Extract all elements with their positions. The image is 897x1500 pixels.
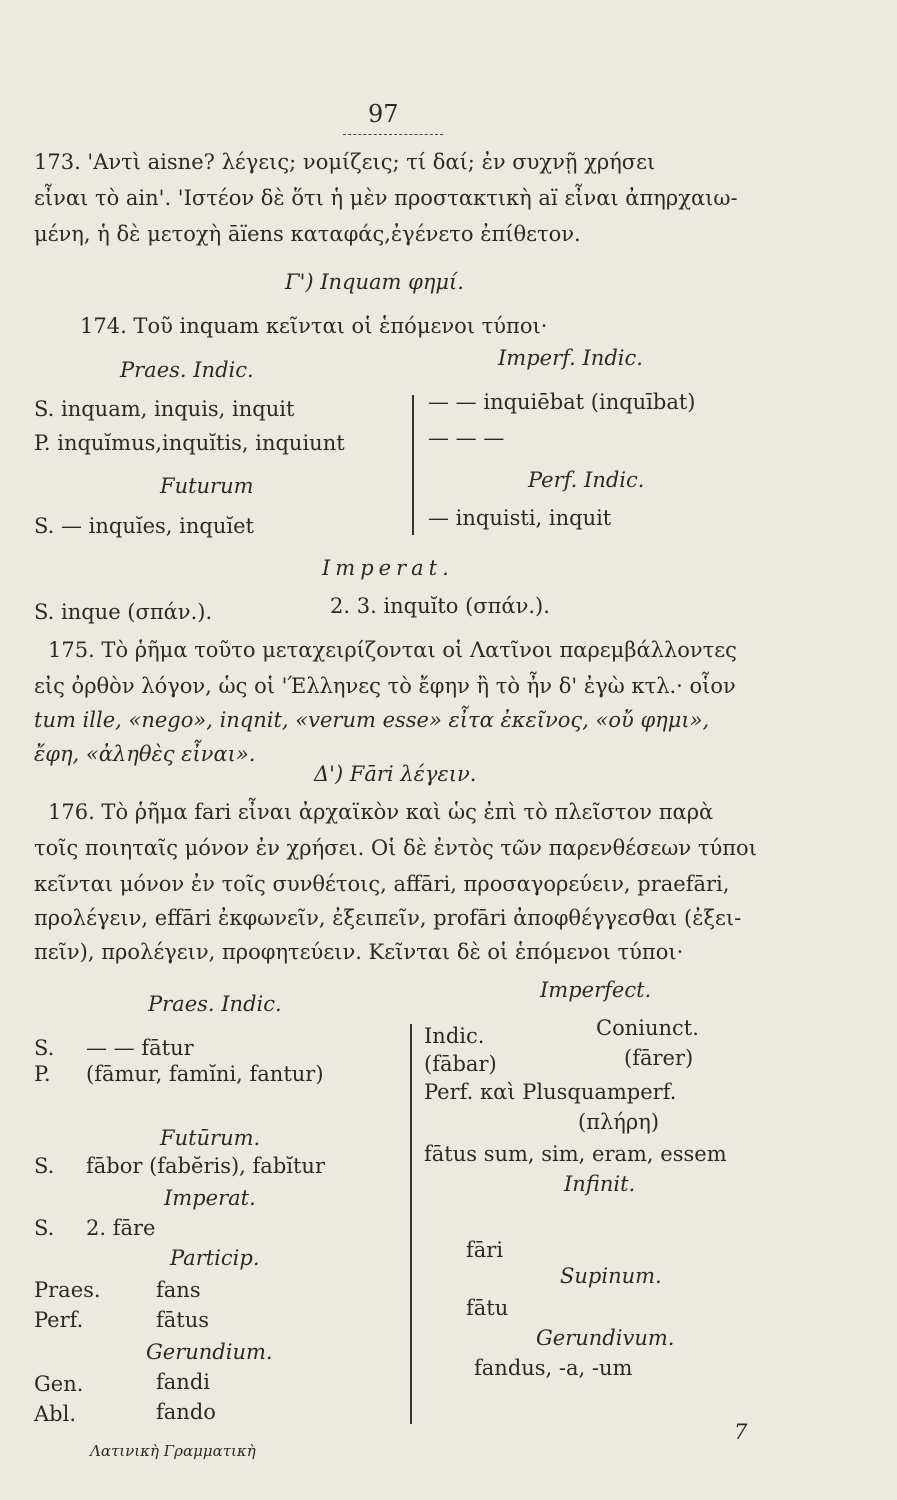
s174-p-row: P. inquĭmus,inquĭtis, inquiunt [34, 431, 345, 455]
s173-line1: 173. 'Αντὶ aisne? λέγεις; νομίζεις; τί δαί; ἐν συχνῇ χρήσει [34, 150, 656, 174]
s175-line1: 175. Τὸ ῥῆμα τοῦτο μεταχειρίζονται οἱ Λατῖνοι παρεμβάλλοντες [48, 638, 737, 662]
right-imperfect-head: Imperfect. [540, 978, 652, 1002]
right-infinit-head: Infinit. [564, 1172, 636, 1196]
heading-gamma: Γ') Inquam φημί. [285, 270, 464, 294]
printer-signature: Λατινικὴ Γραμματικὴ [90, 1442, 256, 1460]
s174-s-row: S. inquam, inquis, inquit [34, 397, 295, 421]
left-gen-label: Gen. [34, 1372, 84, 1396]
page-number: 97 [368, 100, 399, 128]
s175-line3: tum ille, «nego», inqnit, «verum esse» εἶτα ἐκεῖνος, «οὔ φημι», [34, 708, 710, 732]
left-fut-label: S. [34, 1154, 55, 1178]
s174-imperf-head: Imperf. Indic. [498, 346, 643, 370]
s174-imperf-p: — — — [428, 426, 505, 450]
left-futurum-head: Futūrum. [160, 1126, 261, 1150]
left-p-value: (fāmur, famĭni, fantur) [86, 1062, 324, 1086]
s174-perf-head: Perf. Indic. [528, 468, 645, 492]
s174-column-divider [412, 395, 414, 535]
left-abl-label: Abl. [34, 1402, 76, 1426]
left-gerund-head: Gerundium. [146, 1340, 273, 1364]
left-s-label: S. [34, 1036, 55, 1060]
right-indic: Indic. [424, 1024, 485, 1048]
s176-line3: κεῖνται μόνον ἐν τοῖς συνθέτοις, affāri, προσαγορεύειν, praefāri, [34, 872, 730, 896]
s174-fut-row: S. — inquĭes, inquĭet [34, 514, 254, 538]
right-coniunct: Coniunct. [596, 1016, 699, 1040]
s174-praes-head: Praes. Indic. [120, 358, 254, 382]
right-perf-plusq: Perf. καὶ Plusquamperf. [424, 1080, 677, 1104]
left-fut-value: fābor (fabĕris), fabĭtur [86, 1154, 325, 1178]
right-fandus: fandus, -a, -um [474, 1356, 633, 1380]
right-fari: fāri [466, 1238, 504, 1262]
left-abl-value: fando [156, 1400, 216, 1424]
table-column-divider [410, 1024, 412, 1424]
s173-line2: εἶναι τὸ ain'. 'Ιστέον δὲ ὅτι ἡ μὲν προστακτικὴ aï εἶναι ἀπηρχαιω- [34, 186, 738, 210]
s174-imperf-s: — — inquiēbat (inquībat) [428, 390, 696, 414]
left-gen-value: fandi [156, 1370, 210, 1394]
page-number-rule [343, 134, 443, 135]
left-imp-value: 2. fāre [86, 1216, 156, 1240]
right-plere: (πλήρη) [578, 1110, 660, 1134]
left-perf-label: Perf. [34, 1308, 84, 1332]
right-farer: (fārer) [624, 1046, 694, 1070]
left-imp-label: S. [34, 1216, 55, 1240]
s176-line1: 176. Τὸ ῥῆμα fari εἶναι ἀρχαϊκὸν καὶ ὡς ἐπὶ τὸ πλεῖστον παρὰ [48, 800, 714, 824]
left-imperat-head: Imperat. [164, 1186, 256, 1210]
s175-line2: εἰς ὀρθὸν λόγον, ὡς οἱ 'Έλληνες τὸ ἔφην ἢ τὸ ἦν δ' ἐγὼ κτλ.· οἷον [34, 674, 736, 698]
left-s-value: — — fātur [86, 1036, 194, 1060]
sheet-number: 7 [734, 1420, 748, 1444]
right-gerundivum-head: Gerundivum. [536, 1326, 675, 1350]
left-praes-label: Praes. [34, 1278, 101, 1302]
s173-line3: μένη, ἡ δὲ μετοχὴ āïens καταφάς,ἐγένετο ἐπίθετον. [34, 222, 581, 246]
left-praes-head: Praes. Indic. [148, 992, 282, 1016]
right-supinum-head: Supinum. [560, 1264, 662, 1288]
s174-imperat-s: S. inque (σπάν.). [34, 600, 213, 624]
left-p-label: P. [34, 1062, 51, 1086]
s174-intro: 174. Τοῦ inquam κεῖνται οἱ ἑπόμενοι τύποι· [80, 314, 548, 338]
left-praes-value: fans [156, 1278, 201, 1302]
right-fatu: fātu [466, 1296, 509, 1320]
left-particip-head: Particip. [170, 1246, 260, 1270]
s175-line4: ἔφη, «ἀληθὲς εἶναι». [34, 742, 256, 766]
right-fatus-sum: fātus sum, sim, eram, essem [424, 1142, 727, 1166]
s174-perf-row: — inquisti, inquit [428, 506, 612, 530]
s174-imperat-23: 2. 3. inquĭto (σπάν.). [330, 594, 550, 618]
s176-line5: πεῖν), προλέγειν, προφητεύειν. Κεῖνται δὲ οἱ ἑπόμενοι τύποι· [34, 940, 684, 964]
right-fabar: (fābar) [424, 1052, 497, 1076]
s176-line4: προλέγειν, effāri ἐκφωνεῖν, ἐξειπεῖν, profāri ἀποφθέγγεσθαι (ἐξει- [34, 906, 742, 930]
s176-line2: τοῖς ποιηταῖς μόνον ἐν χρήσει. Οἱ δὲ ἐντὸς τῶν παρενθέσεων τύποι [34, 836, 757, 860]
s174-futurum-head: Futurum [160, 474, 254, 498]
s174-imperat-head: Imperat. [322, 556, 454, 580]
left-perf-value: fātus [156, 1308, 210, 1332]
heading-delta: Δ') Fāri λέγειν. [314, 762, 477, 786]
